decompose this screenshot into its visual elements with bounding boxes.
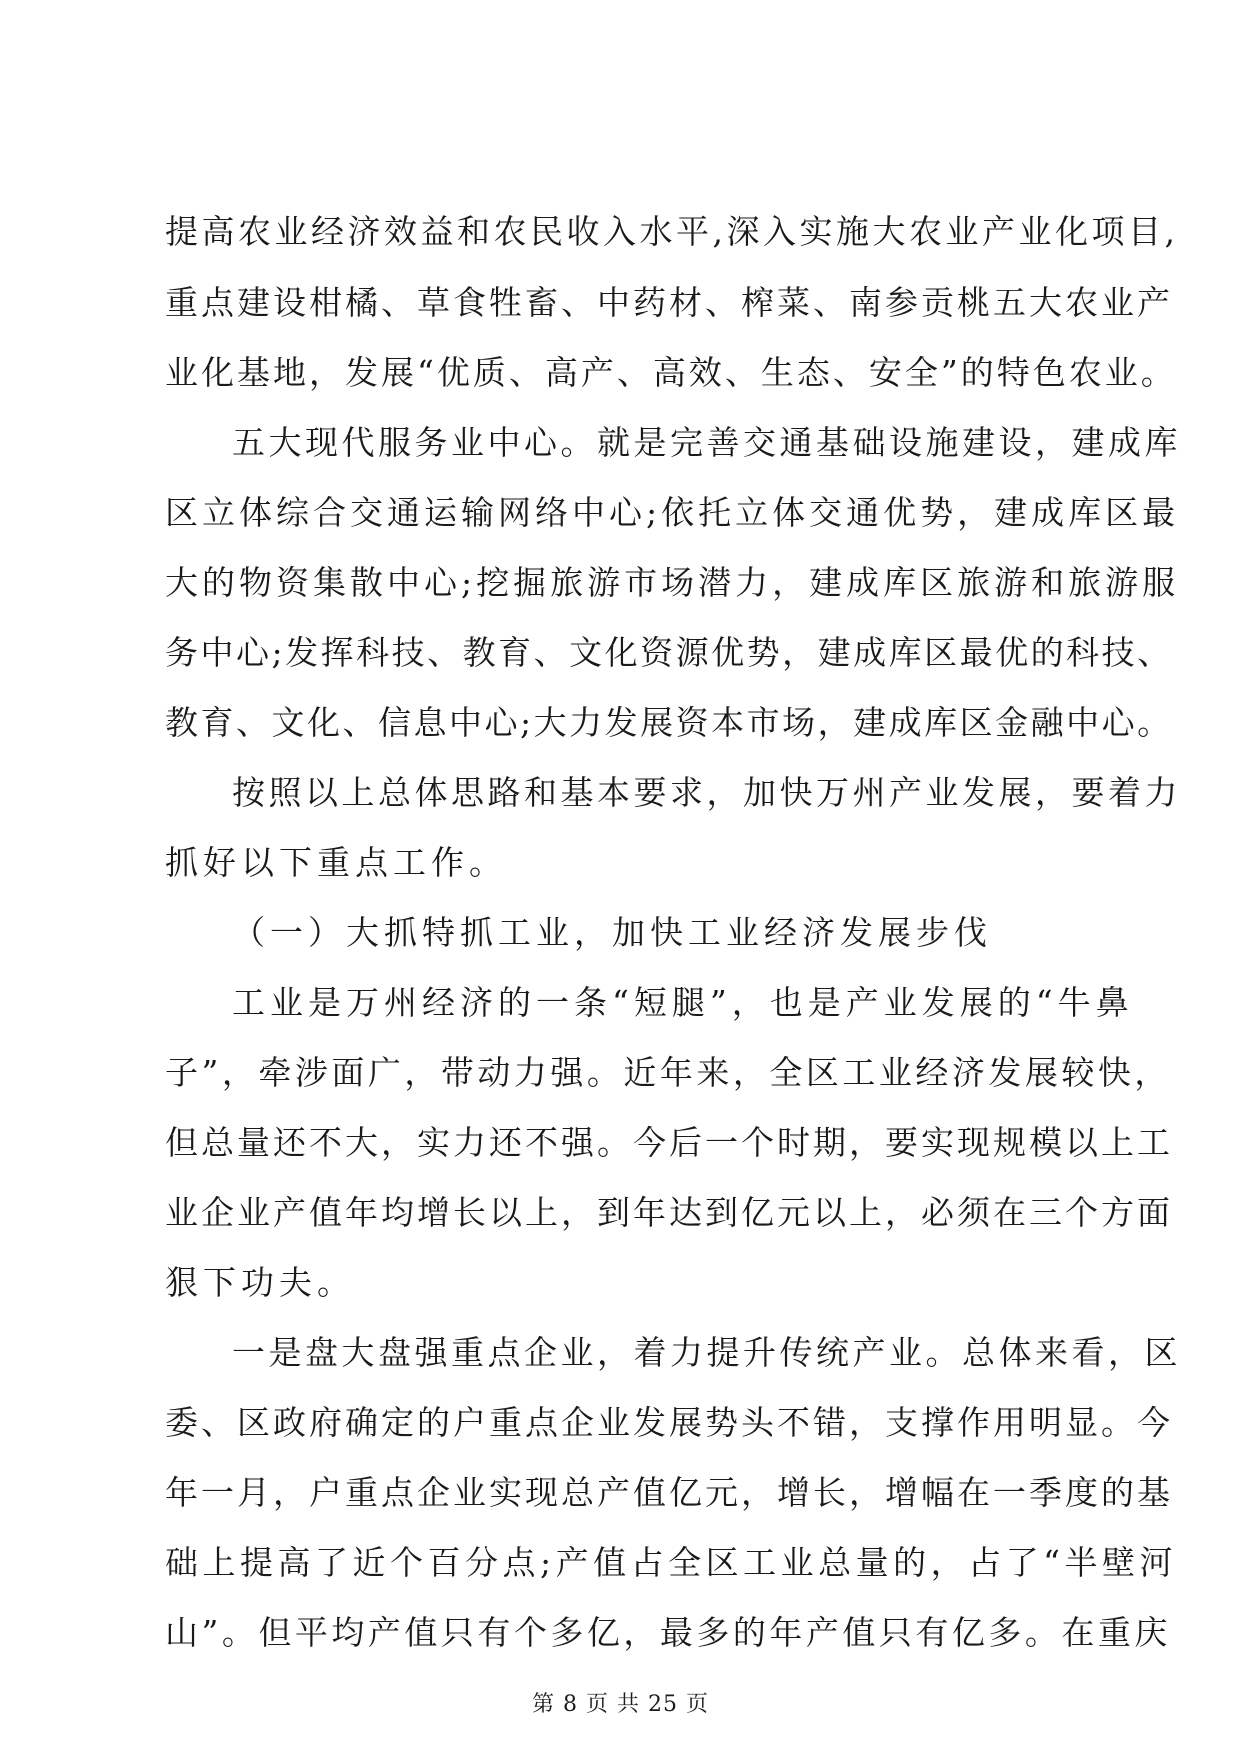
- text-line: 务中心;发挥科技、教育、文化资源优势，建成库区最优的科技、: [165, 633, 1173, 672]
- page-number-footer: 第 8 页 共 25 页: [532, 1692, 709, 1717]
- text-line: 山”。但平均产值只有个多亿，最多的年产值只有亿多。在重庆: [165, 1613, 1171, 1652]
- text-line: 一是盘大盘强重点企业，着力提升传统产业。总体来看，区: [232, 1333, 1181, 1372]
- text-line: 工业是万州经济的一条“短腿”，也是产业发展的“牛鼻: [232, 983, 1134, 1022]
- text-line: 五大现代服务业中心。就是完善交通基础设施建设，建成库: [232, 423, 1181, 462]
- text-line: 业化基地，发展“优质、高产、高效、生态、安全”的特色农业。: [165, 353, 1177, 392]
- text-line: 按照以上总体思路和基本要求，加快万州产业发展，要着力: [232, 773, 1181, 812]
- text-line: 业企业产值年均增长以上，到年达到亿元以上，必须在三个方面: [165, 1193, 1173, 1232]
- text-line: 抓好以下重点工作。: [165, 843, 507, 882]
- text-line: 子”，牵涉面广，带动力强。近年来，全区工业经济发展较快，: [165, 1053, 1171, 1092]
- text-line: 重点建设柑橘、草食牲畜、中药材、榨菜、南参贡桃五大农业产: [165, 283, 1173, 322]
- section-heading: （一）大抓特抓工业，加快工业经济发展步伐: [232, 913, 992, 952]
- text-line: 狠下功夫。: [165, 1263, 355, 1302]
- text-line: 教育、文化、信息中心;大力发展资本市场，建成库区金融中心。: [165, 703, 1173, 742]
- text-line: 大的物资集散中心;挖掘旅游市场潜力，建成库区旅游和旅游服: [165, 563, 1180, 602]
- text-line: 础上提高了近个百分点;产值占全区工业总量的，占了“半壁河: [165, 1543, 1177, 1582]
- text-line: 区立体综合交通运输网络中心;依托立体交通优势，建成库区最: [165, 493, 1180, 532]
- text-line: 委、区政府确定的户重点企业发展势头不错，支撑作用明显。今: [165, 1403, 1173, 1442]
- text-line: 年一月，户重点企业实现总产值亿元，增长，增幅在一季度的基: [165, 1473, 1173, 1512]
- text-line: 但总量还不大，实力还不强。今后一个时期，要实现规模以上工: [165, 1123, 1173, 1162]
- text-line: 提高农业经济效益和农民收入水平,深入实施大农业产业化项目,: [165, 212, 1179, 251]
